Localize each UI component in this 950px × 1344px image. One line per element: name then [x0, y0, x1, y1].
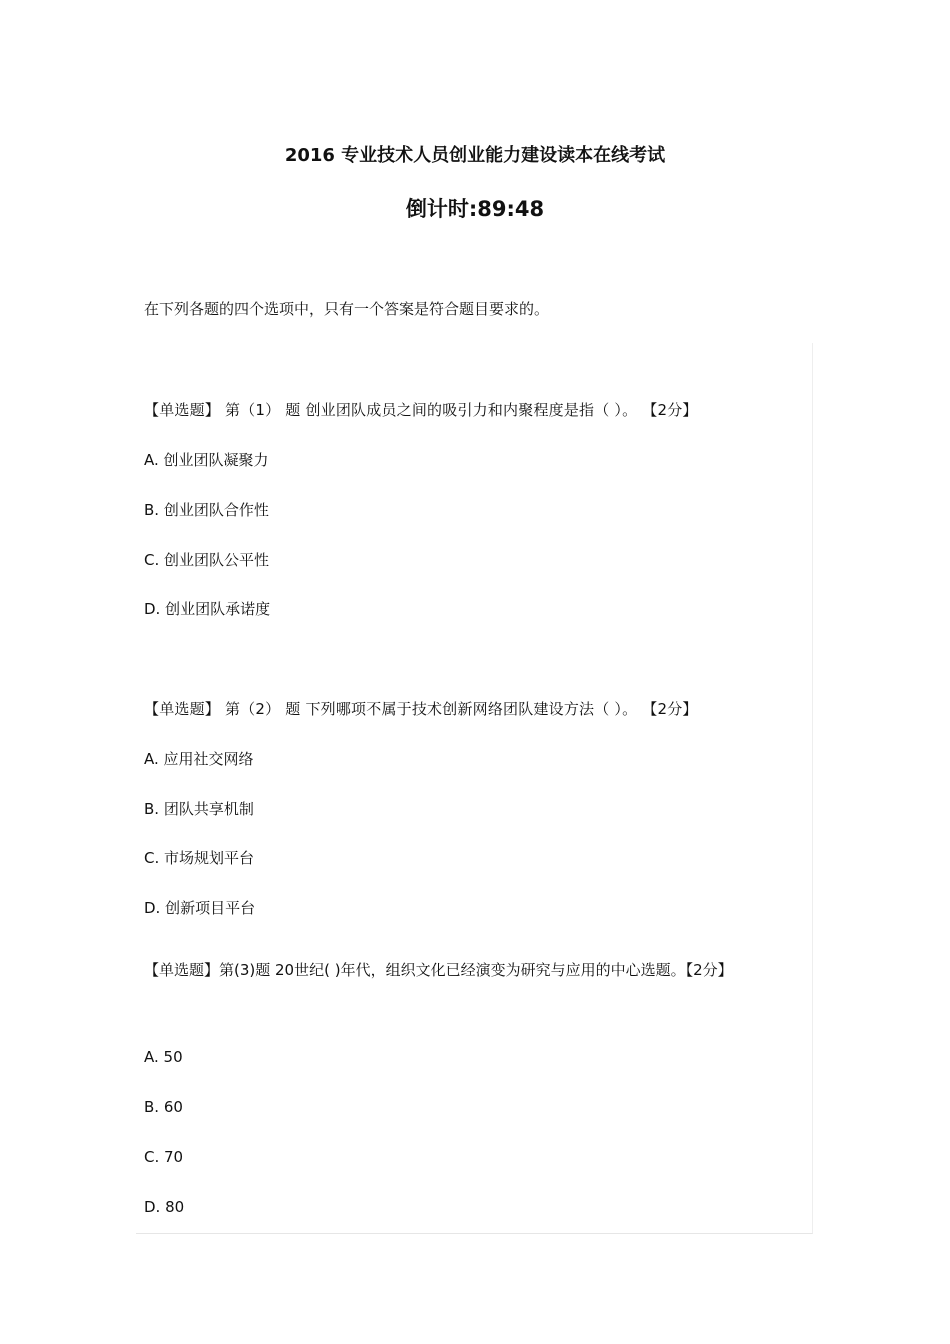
question-1-stem: 【单选题】 第（1） 题 创业团队成员之间的吸引力和内聚程度是指（ ）。 【2分】 — [144, 401, 698, 419]
question-3-option-b[interactable]: B. 60 — [144, 1098, 183, 1116]
question-1-option-a[interactable]: A. 创业团队凝聚力 — [144, 451, 269, 469]
countdown-timer: 倒计时:89:48 — [405, 197, 545, 221]
question-1-option-c[interactable]: C. 创业团队公平性 — [144, 551, 270, 569]
question-2-option-d[interactable]: D. 创新项目平台 — [144, 899, 256, 917]
question-3-option-a[interactable]: A. 50 — [144, 1048, 183, 1066]
question-3-option-c[interactable]: C. 70 — [144, 1148, 184, 1166]
question-2-stem: 【单选题】 第（2） 题 下列哪项不属于技术创新网络团队建设方法（ ）。 【2分】 — [144, 700, 698, 718]
question-panel — [136, 343, 813, 1234]
exam-title: 2016 专业技术人员创业能力建设读本在线考试 — [284, 145, 666, 166]
question-2-option-c[interactable]: C. 市场规划平台 — [144, 849, 255, 867]
question-3-stem: 【单选题】第(3)题 20世纪( )年代，组织文化已经演变为研究与应用的中心选题。【2分】 — [144, 961, 733, 979]
question-1-option-b[interactable]: B. 创业团队合作性 — [144, 501, 269, 519]
instruction-text: 在下列各题的四个选项中，只有一个答案是符合题目要求的。 — [144, 300, 550, 318]
question-1-option-d[interactable]: D. 创业团队承诺度 — [144, 600, 271, 618]
question-2-option-b[interactable]: B. 团队共享机制 — [144, 800, 254, 818]
question-3-option-d[interactable]: D. 80 — [144, 1198, 185, 1216]
question-2-option-a[interactable]: A. 应用社交网络 — [144, 750, 254, 768]
